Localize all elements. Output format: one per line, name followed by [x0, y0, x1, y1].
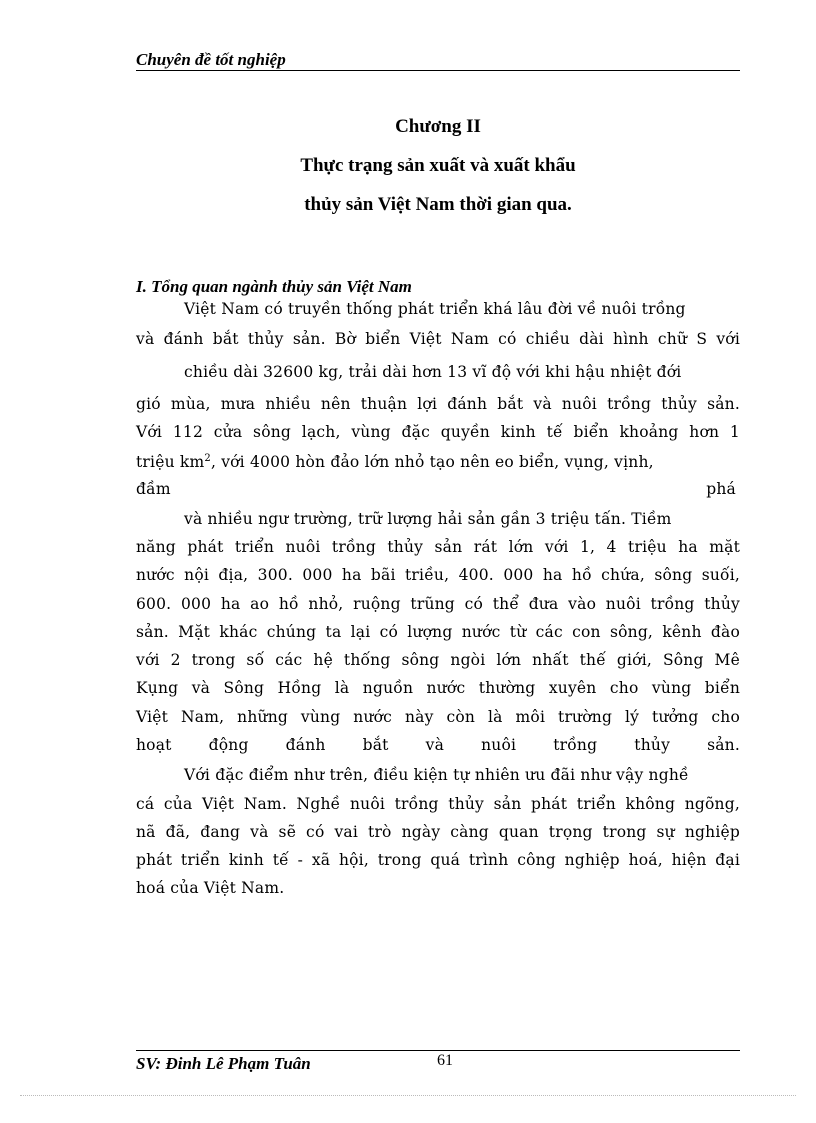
body-line: Việt Nam có truyền thống phát triển khá lâu đời về nuôi trồng — [184, 300, 686, 318]
page-break-line — [20, 1095, 796, 1096]
body-text: đầm — [136, 480, 171, 498]
body-line: chiều dài 32600 kg, trải dài hơn 13 vĩ độ với khi hậu nhiệt đới — [184, 363, 682, 381]
body-line: với 2 trong số các hệ thống sông ngòi lớn nhất thế giới, Sông Mê — [136, 651, 740, 669]
chapter-title-line1: Thực trạng sản xuất và xuất khẩu — [300, 155, 576, 176]
footer-author: SV: Đinh Lê Phạm Tuân — [136, 1054, 311, 1073]
body-line: gió mùa, mưa nhiều nên thuận lợi đánh bắt và nuôi trồng thủy sản. — [136, 395, 740, 413]
body-line: Kụng và Sông Hồng là nguồn nước thường xuyên cho vùng biển — [136, 679, 740, 697]
running-header: Chuyên đề tốt nghiệp — [136, 50, 286, 69]
body-line: phát triển kinh tế - xã hội, trong quá trình công nghiệp hoá, hiện đại — [136, 851, 740, 869]
body-text: phá — [706, 480, 736, 498]
section-heading: I. Tổng quan ngành thủy sản Việt Nam — [136, 277, 412, 296]
page-number: 61 — [437, 1052, 453, 1069]
chapter-title-line2: thủy sản Việt Nam thời gian qua. — [304, 194, 572, 215]
body-line: nước nội địa, 300. 000 ha bãi triều, 400. 000 ha hồ chứa, sông suối, — [136, 566, 740, 584]
body-line: 600. 000 ha ao hồ nhỏ, ruộng trũng có thể đưa vào nuôi trồng thủy — [136, 595, 740, 613]
footer-rule — [136, 1050, 740, 1051]
body-line: nã đã, đang và sẽ có vai trò ngày càng quan trọng trong sự nghiệp — [136, 823, 740, 841]
body-line: năng phát triển nuôi trồng thủy sản rát lớn với 1, 4 triệu ha mặt — [136, 538, 740, 556]
header-rule — [136, 70, 740, 71]
body-line: Với 112 cửa sông lạch, vùng đặc quyền kinh tế biển khoảng hơn 1 — [136, 423, 740, 441]
body-line: hoạt động đánh bắt và nuôi trồng thủy sản. — [136, 736, 740, 754]
superscript: 2 — [204, 452, 211, 464]
body-line — [136, 478, 740, 500]
body-line — [136, 451, 740, 473]
body-line: và đánh bắt thủy sản. Bờ biển Việt Nam có chiều dài hình chữ S với — [136, 330, 740, 348]
body-line: hoá của Việt Nam. — [136, 879, 285, 897]
body-line: sản. Mặt khác chúng ta lại có lượng nước từ các con sông, kênh đào — [136, 623, 740, 641]
body-line: cá của Việt Nam. Nghề nuôi trồng thủy sản phát triển không ngõng, — [136, 795, 740, 813]
body-text: triệu km — [136, 453, 205, 471]
body-text: , với 4000 hòn đảo lớn nhỏ tạo nên eo biển, vụng, vịnh, — [210, 453, 654, 471]
body-line: Với đặc điểm như trên, điều kiện tự nhiên ưu đãi như vậy nghề — [184, 766, 689, 784]
body-line: và nhiều ngư trường, trữ lượng hải sản gần 3 triệu tấn. Tiềm — [184, 510, 672, 528]
chapter-number: Chương II — [395, 116, 481, 137]
body-line: Việt Nam, những vùng nước này còn là môi trường lý tưởng cho — [136, 708, 740, 726]
